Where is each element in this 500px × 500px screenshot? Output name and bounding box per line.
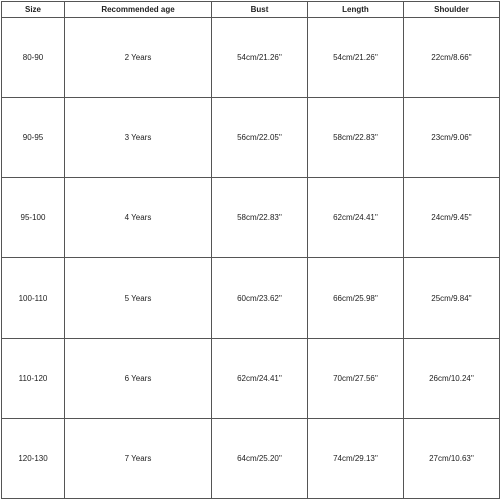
cell-length: 66cm/25.98'' <box>308 258 404 338</box>
cell-bust: 56cm/22.05'' <box>212 98 308 178</box>
cell-recommended-age: 2 Years <box>65 18 212 98</box>
table-row <box>2 178 500 258</box>
table-body <box>2 18 500 499</box>
cell-bust: 62cm/24.41'' <box>212 338 308 418</box>
table-row <box>2 18 500 98</box>
cell-shoulder: 26cm/10.24'' <box>404 338 500 418</box>
header-length: Length <box>308 2 404 18</box>
cell-size: 80-90 <box>2 18 65 98</box>
cell-shoulder: 24cm/9.45'' <box>404 178 500 258</box>
table-row <box>2 98 500 178</box>
cell-size: 90-95 <box>2 98 65 178</box>
cell-bust: 64cm/25.20'' <box>212 418 308 498</box>
cell-bust: 60cm/23.62'' <box>212 258 308 338</box>
cell-shoulder: 25cm/9.84'' <box>404 258 500 338</box>
cell-shoulder: 27cm/10.63'' <box>404 418 500 498</box>
cell-length: 54cm/21.26'' <box>308 18 404 98</box>
table-row <box>2 258 500 338</box>
cell-length: 58cm/22.83'' <box>308 98 404 178</box>
header-row <box>2 2 500 18</box>
cell-size: 110-120 <box>2 338 65 418</box>
cell-bust: 58cm/22.83'' <box>212 178 308 258</box>
header-size: Size <box>2 2 65 18</box>
header-shoulder: Shoulder <box>404 2 500 18</box>
cell-length: 62cm/24.41'' <box>308 178 404 258</box>
header-recommended-age: Recommended age <box>65 2 212 18</box>
size-chart-table <box>1 1 500 499</box>
table-row <box>2 338 500 418</box>
cell-length: 70cm/27.56'' <box>308 338 404 418</box>
cell-recommended-age: 5 Years <box>65 258 212 338</box>
cell-recommended-age: 4 Years <box>65 178 212 258</box>
header-bust: Bust <box>212 2 308 18</box>
cell-size: 95-100 <box>2 178 65 258</box>
cell-shoulder: 22cm/8.66'' <box>404 18 500 98</box>
cell-recommended-age: 3 Years <box>65 98 212 178</box>
cell-shoulder: 23cm/9.06'' <box>404 98 500 178</box>
table-row <box>2 418 500 498</box>
table-header <box>2 2 500 18</box>
cell-recommended-age: 6 Years <box>65 338 212 418</box>
cell-size: 120-130 <box>2 418 65 498</box>
cell-length: 74cm/29.13'' <box>308 418 404 498</box>
cell-size: 100-110 <box>2 258 65 338</box>
cell-recommended-age: 7 Years <box>65 418 212 498</box>
cell-bust: 54cm/21.26'' <box>212 18 308 98</box>
